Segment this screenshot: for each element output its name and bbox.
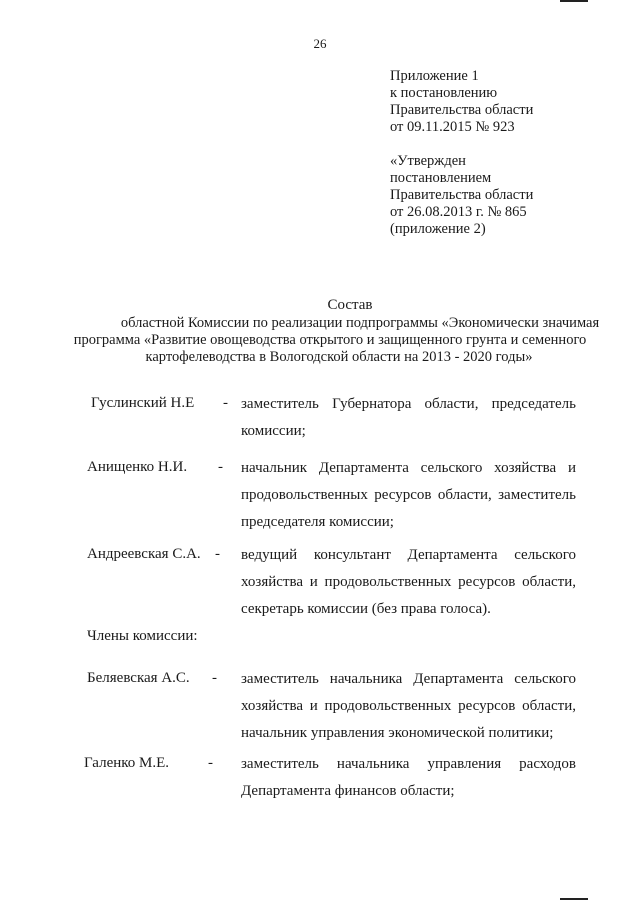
subtitle-line: областной Комиссии по реализации подпрограммы «Экономически значимая bbox=[120, 315, 600, 331]
top-corner-mark bbox=[560, 0, 588, 2]
member-dash: - bbox=[218, 459, 223, 475]
approval-line: от 26.08.2013 г. № 865 bbox=[390, 204, 527, 220]
member-dash: - bbox=[215, 546, 220, 562]
member-role: ведущий консультант Департамента сельского хозяйства и продовольственных ресурсов области, секретарь комиссии (без права голоса). bbox=[241, 547, 576, 617]
bottom-corner-mark bbox=[560, 898, 588, 900]
composition-subtitle bbox=[60, 315, 610, 366]
member-role: начальник Департамента сельского хозяйства и продовольственных ресурсов области, заместитель председателя комиссии; bbox=[241, 460, 576, 530]
member-name: Гуслинский Н.Е bbox=[91, 395, 195, 411]
member-name: Андреевская С.А. bbox=[87, 546, 201, 562]
member-dash: - bbox=[223, 395, 228, 411]
appendix-line: к постановлению bbox=[390, 85, 498, 101]
approval-reference bbox=[390, 153, 630, 238]
appendix-line: Правительства области bbox=[390, 102, 534, 118]
approval-line: «Утвержден bbox=[390, 153, 466, 169]
member-dash: - bbox=[208, 755, 213, 771]
subtitle-line: программа «Развитие овощеводства открытого и защищенного грунта и семенного bbox=[73, 332, 587, 348]
subtitle-line: картофелеводства в Вологодской области на 2013 - 2020 годы» bbox=[145, 349, 533, 365]
member-name: Анищенко Н.И. bbox=[87, 459, 188, 475]
approval-line: Правительства области bbox=[390, 187, 534, 203]
approval-line: (приложение 2) bbox=[390, 221, 486, 237]
member-role: заместитель начальника Департамента сельского хозяйства и продовольственных ресурсов области, начальник управления экономической политики; bbox=[241, 671, 576, 741]
appendix-reference bbox=[390, 68, 630, 136]
approval-line: постановлением bbox=[390, 170, 492, 186]
member-dash: - bbox=[212, 670, 217, 686]
composition-title: Состав bbox=[327, 297, 373, 313]
page-number: 26 bbox=[313, 36, 327, 51]
appendix-line: от 09.11.2015 № 923 bbox=[390, 119, 515, 135]
members-heading: Члены комиссии: bbox=[87, 628, 198, 644]
member-role: заместитель начальника управления расходов Департамента финансов области; bbox=[241, 756, 576, 799]
member-name: Галенко М.Е. bbox=[84, 755, 170, 771]
member-name: Беляевская А.С. bbox=[87, 670, 190, 686]
member-role: заместитель Губернатора области, председатель комиссии; bbox=[241, 396, 576, 439]
appendix-line: Приложение 1 bbox=[390, 68, 479, 84]
